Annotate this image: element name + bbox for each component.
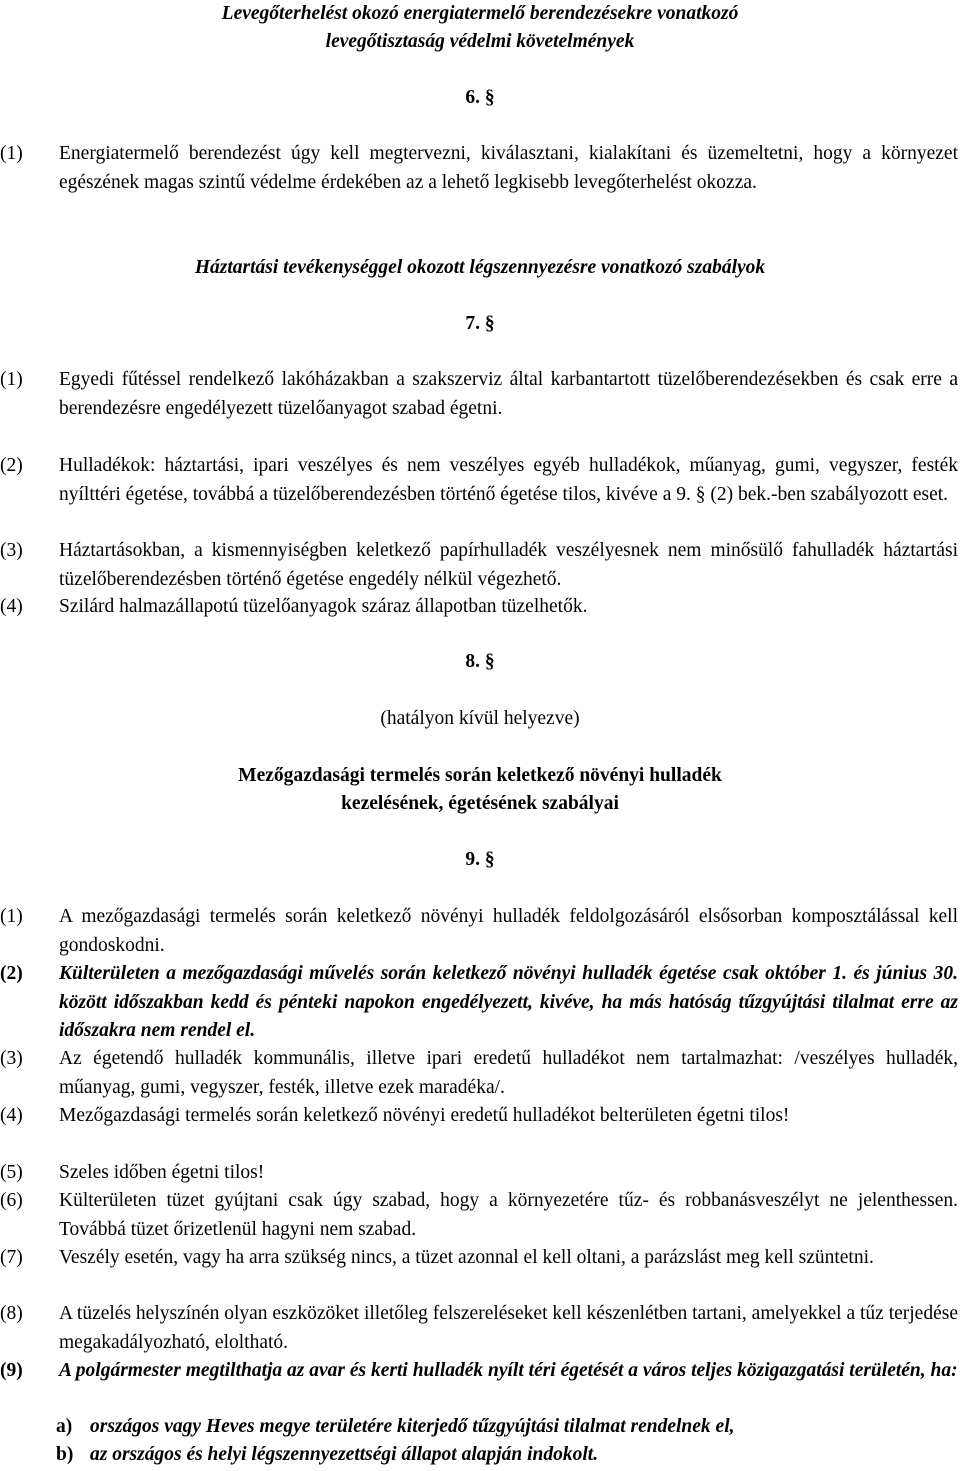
s9-p9-item-b-num: b) <box>56 1444 74 1465</box>
s7-p2-num: (2) <box>0 455 23 476</box>
s6-p1 <box>0 140 958 197</box>
s9-p4-text: Mezőgazdasági termelés során keletkező növényi eredetű hulladékot belterületen égetni tilos! <box>59 1105 790 1126</box>
s9-p6-text: Külterületen tüzet gyújtani csak úgy szabad, hogy a környezetére tűz- és robbanásveszélyt ne jelenthessen. Továbbá tüzet őrizetlenül hagyni nem szabad. <box>59 1190 958 1240</box>
section-6-title: 6. § <box>465 87 495 108</box>
s7-p4-num: (4) <box>0 596 23 617</box>
s7-p3 <box>0 537 958 594</box>
heading-energy-line1: Levegőterhelést okozó energiatermelő berendezésekre vonatkozó <box>221 3 739 24</box>
heading-agriculture-line2: kezelésének, égetésének szabályai <box>341 793 619 814</box>
heading-energy-line2: levegőtisztaság védelmi követelmények <box>325 31 635 52</box>
s9-p2 <box>0 960 958 1046</box>
s9-p6-num: (6) <box>0 1190 23 1211</box>
s9-p9-item-b <box>56 1441 956 1470</box>
heading-agriculture-line1: Mezőgazdasági termelés során keletkező növényi hulladék <box>238 765 722 786</box>
s6-p1-text: Energiatermelő berendezést úgy kell megtervezni, kiválasztani, kialakítani és üzemeltetni, hogy a környezet egészének magas szintű védelme érdekében az a lehető legkisebb levegőterhelést okozza. <box>59 143 958 193</box>
heading-agriculture <box>0 762 960 818</box>
s9-p3-num: (3) <box>0 1048 23 1069</box>
s7-p1-text: Egyedi fűtéssel rendelkező lakóházakban a szakszerviz által karbantartott tüzelőberendezésekben és csak erre a berendezésre engedélyezett tüzelőanyagot szabad égetni. <box>59 369 958 419</box>
s9-p1 <box>0 903 958 960</box>
s9-p7-text: Veszély esetén, vagy ha arra szükség nincs, a tüzet azonnal el kell oltani, a parázslást meg kell szüntetni. <box>59 1247 874 1268</box>
s9-p4 <box>0 1102 958 1131</box>
s7-p3-text: Háztartásokban, a kismennyiségben keletkező papírhulladék veszélyesnek nem minősülő fahulladék háztartási tüzelőberendezésben történő égetése engedély nélkül végezhető. <box>59 540 958 590</box>
s7-p2-text: Hulladékok: háztartási, ipari veszélyes és nem veszélyes egyéb hulladékok, műanyag, gumi, vegyszer, festék nyílttéri égetése, továbbá a tüzelőberendezésben történő égetése tilos, kivéve a 9. § (2) bek.-ben szabályozott eset. <box>59 455 958 505</box>
section-9-title: 9. § <box>465 849 495 870</box>
heading-household: Háztartási tevékenységgel okozott légszennyezésre vonatkozó szabályok <box>194 257 766 278</box>
s9-p1-num: (1) <box>0 906 23 927</box>
s6-p1-num: (1) <box>0 143 23 164</box>
s9-p8 <box>0 1300 958 1357</box>
s9-p7-num: (7) <box>0 1247 23 1268</box>
s9-p9 <box>0 1357 958 1386</box>
section-8-title: 8. § <box>465 651 495 672</box>
s9-p2-text: Külterületen a mezőgazdasági művelés során keletkező növényi hulladék égetése csak október 1. és június 30. között időszakban kedd és pénteki napokon engedélyezett, kivéve, ha más hatóság tűzgyújtási tilalmat erre az időszakra nem rendel el. <box>59 963 958 1041</box>
s9-p9-num: (9) <box>0 1360 23 1381</box>
heading-energy <box>0 0 960 56</box>
s9-p9-item-b-text: az országos és helyi légszennyezettségi állapot alapján indokolt. <box>90 1444 599 1465</box>
s7-p1 <box>0 366 958 423</box>
s9-p5-num: (5) <box>0 1162 23 1183</box>
s9-p7 <box>0 1244 958 1273</box>
s9-p2-num: (2) <box>0 963 23 984</box>
s9-p9-item-a <box>56 1413 956 1442</box>
section-7-title: 7. § <box>465 313 495 334</box>
s9-p1-text: A mezőgazdasági termelés során keletkező növényi hulladék feldolgozásáról elsősorban komposztálással kell gondoskodni. <box>59 906 958 956</box>
s9-p8-num: (8) <box>0 1303 23 1324</box>
s9-p4-num: (4) <box>0 1105 23 1126</box>
s7-p4-text: Szilárd halmazállapotú tüzelőanyagok száraz állapotban tüzelhetők. <box>59 596 588 617</box>
s9-p9-text: A polgármester megtilthatja az avar és kerti hulladék nyílt téri égetését a város teljes közigazgatási területén, ha: <box>59 1360 958 1381</box>
s7-p4 <box>0 593 958 622</box>
s9-p5 <box>0 1159 958 1188</box>
s9-p6 <box>0 1187 958 1244</box>
s7-p1-num: (1) <box>0 369 23 390</box>
section-8-note: (hatályon kívül helyezve) <box>380 708 580 729</box>
s7-p3-num: (3) <box>0 540 23 561</box>
s7-p2 <box>0 452 958 509</box>
s9-p9-item-a-num: a) <box>56 1416 73 1437</box>
s9-p3-text: Az égetendő hulladék kommunális, illetve ipari eredetű hulladékot nem tartalmazhat: /veszélyes hulladék, műanyag, gumi, vegyszer, festék, illetve ezek maradéka/. <box>59 1048 958 1098</box>
s9-p9-item-a-text: országos vagy Heves megye területére kiterjedő tűzgyújtási tilalmat rendelnek el, <box>90 1416 735 1437</box>
s9-p8-text: A tüzelés helyszínén olyan eszközöket illetőleg felszereléseket kell készenlétben tartani, amelyekkel a tűz terjedése megakadályozható, eloltható. <box>59 1303 958 1353</box>
s9-p3 <box>0 1045 958 1102</box>
s9-p5-text: Szeles időben égetni tilos! <box>59 1162 265 1183</box>
